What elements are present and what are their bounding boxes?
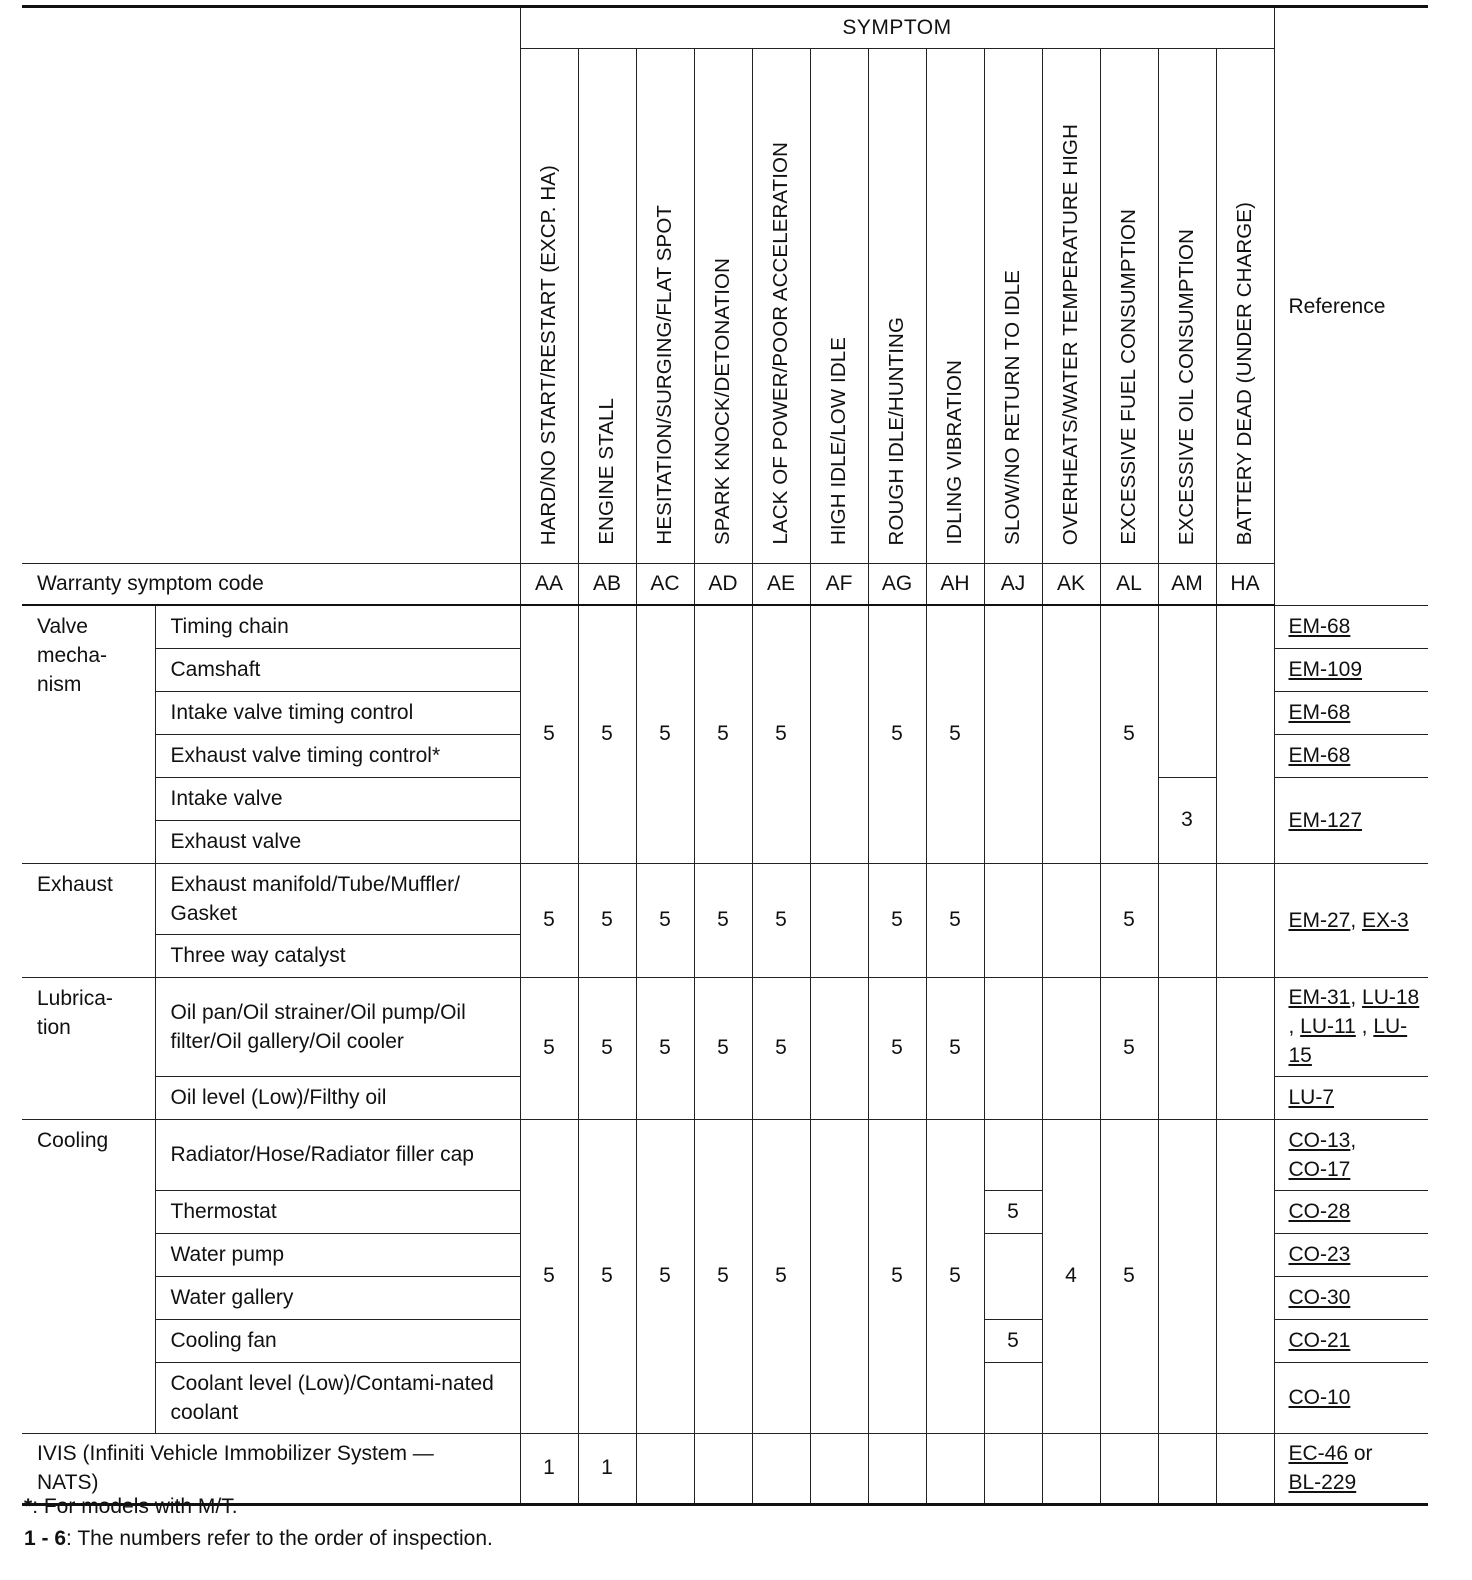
cell-value: 5 (984, 1190, 1042, 1233)
category-exhaust: Exhaust (22, 863, 155, 977)
cell-empty (1216, 1119, 1274, 1433)
ref-intake-vtc[interactable]: EM-68 (1274, 691, 1428, 734)
warranty-code: AC (636, 564, 694, 606)
cell-value: 5 (636, 605, 694, 863)
cell-empty (984, 977, 1042, 1119)
warranty-code: AH (926, 564, 984, 606)
cell-empty (810, 977, 868, 1119)
ref-radiator[interactable]: CO-13, CO-17 (1274, 1119, 1428, 1190)
cell-empty (984, 863, 1042, 977)
ref-oil-level[interactable]: LU-7 (1274, 1076, 1428, 1119)
item-cooling-fan: Cooling fan (155, 1319, 520, 1362)
ref-camshaft[interactable]: EM-109 (1274, 648, 1428, 691)
cell-empty (984, 1119, 1042, 1190)
cell-value: 5 (926, 1119, 984, 1433)
symptom-name: HIGH IDLE/LOW IDLE (810, 49, 868, 564)
cell-value: 5 (868, 1119, 926, 1433)
item-timing-chain: Timing chain (155, 605, 520, 648)
cell-value: 5 (694, 605, 752, 863)
warranty-code: AF (810, 564, 868, 606)
symptom-name: EXCESSIVE FUEL CONSUMPTION (1100, 49, 1158, 564)
cell-value: 5 (578, 605, 636, 863)
item-exhaust-valve-timing-control: Exhaust valve timing control* (155, 734, 520, 777)
warranty-code: AB (578, 564, 636, 606)
cell-empty (752, 1433, 810, 1504)
symptom-table (22, 5, 1428, 1506)
item-intake-valve: Intake valve (155, 777, 520, 820)
symptom-name: OVERHEATS/WATER TEMPERATURE HIGH (1042, 49, 1100, 564)
item-water-gallery: Water gallery (155, 1276, 520, 1319)
footnote-mt: *: For models with M/T. (24, 1495, 238, 1518)
cell-value: 5 (520, 977, 578, 1119)
cell-value: 5 (694, 863, 752, 977)
cell-value: 5 (868, 977, 926, 1119)
cell-empty (1042, 863, 1100, 977)
cell-empty (810, 863, 868, 977)
item-oil-pan: Oil pan/Oil strainer/Oil pump/Oil filter/Oil gallery/Oil cooler (155, 977, 520, 1076)
cell-empty (1042, 605, 1100, 863)
cell-value: 5 (1100, 977, 1158, 1119)
cell-empty (868, 1433, 926, 1504)
cell-value: 5 (636, 977, 694, 1119)
ref-water-pump[interactable]: CO-23 (1274, 1233, 1428, 1276)
ref-water-gallery[interactable]: CO-30 (1274, 1276, 1428, 1319)
symptom-name: IDLING VIBRATION (926, 49, 984, 564)
symptom-name: ROUGH IDLE/HUNTING (868, 49, 926, 564)
cell-value: 4 (1042, 1119, 1100, 1433)
symptom-name: HARD/NO START/RESTART (EXCP. HA) (520, 49, 578, 564)
reference-header: Reference (1274, 7, 1428, 606)
item-three-way-catalyst: Three way catalyst (155, 934, 520, 977)
warranty-code: AA (520, 564, 578, 606)
cell-empty (810, 605, 868, 863)
warranty-code: AE (752, 564, 810, 606)
item-exhaust-manifold: Exhaust manifold/Tube/Muffler/ Gasket (155, 863, 520, 934)
item-oil-level: Oil level (Low)/Filthy oil (155, 1076, 520, 1119)
cell-value: 5 (752, 1119, 810, 1433)
cell-value: 5 (578, 977, 636, 1119)
cell-value: 1 (578, 1433, 636, 1504)
cell-value: 5 (694, 977, 752, 1119)
ref-cooling-fan[interactable]: CO-21 (1274, 1319, 1428, 1362)
symptom-name: SPARK KNOCK/DETONATION (694, 49, 752, 564)
item-radiator: Radiator/Hose/Radiator filler cap (155, 1119, 520, 1190)
ref-oil-pan[interactable]: EM-31, LU-18 , LU-11 , LU-15 (1274, 977, 1428, 1076)
category-cooling: Cooling (22, 1119, 155, 1433)
cell-value: 5 (926, 605, 984, 863)
cell-value: 5 (868, 863, 926, 977)
cell-value: 5 (1100, 1119, 1158, 1433)
symptom-name: HESITATION/SURGING/FLAT SPOT (636, 49, 694, 564)
symptom-name: BATTERY DEAD (UNDER CHARGE) (1216, 49, 1274, 564)
cell-value: 5 (636, 863, 694, 977)
cell-value: 5 (984, 1319, 1042, 1362)
cell-empty (1216, 977, 1274, 1119)
symptom-header: SYMPTOM (520, 7, 1274, 49)
footnote-order: 1 - 6: The numbers refer to the order of inspection. (24, 1527, 493, 1550)
symptom-name: EXCESSIVE OIL CONSUMPTION (1158, 49, 1216, 564)
cell-value: 5 (926, 863, 984, 977)
cell-value: 5 (636, 1119, 694, 1433)
cell-value: 1 (520, 1433, 578, 1504)
cell-value: 5 (1100, 605, 1158, 863)
cell-empty (1042, 1433, 1100, 1504)
ref-timing-chain[interactable]: EM-68 (1274, 605, 1428, 648)
cell-empty (926, 1433, 984, 1504)
cell-empty (1216, 605, 1274, 863)
symptom-name: LACK OF POWER/POOR ACCELERATION (752, 49, 810, 564)
cell-value: 5 (520, 1119, 578, 1433)
item-coolant-level: Coolant level (Low)/Contami-nated coolant (155, 1362, 520, 1433)
cell-value: 5 (578, 863, 636, 977)
cell-value: 5 (752, 605, 810, 863)
cell-empty (1216, 1433, 1274, 1504)
cell-empty (810, 1433, 868, 1504)
cell-empty (810, 1119, 868, 1433)
cell-value: 5 (520, 605, 578, 863)
warranty-code: AL (1100, 564, 1158, 606)
cell-value: 5 (1100, 863, 1158, 977)
cell-empty (984, 605, 1042, 863)
ref-exhaust-vtc[interactable]: EM-68 (1274, 734, 1428, 777)
cell-empty (1100, 1433, 1158, 1504)
symptom-name: ENGINE STALL (578, 49, 636, 564)
item-ivis: IVIS (Infiniti Vehicle Immobilizer System — NATS) (22, 1433, 520, 1504)
cell-empty (984, 1233, 1042, 1319)
ref-coolant-level[interactable]: CO-10 (1274, 1362, 1428, 1433)
warranty-code-label: Warranty symptom code (22, 564, 520, 606)
warranty-code: AJ (984, 564, 1042, 606)
ref-exhaust[interactable]: EM-27, EX-3 (1274, 863, 1428, 977)
ref-thermostat[interactable]: CO-28 (1274, 1190, 1428, 1233)
category-lubrication: Lubrica-tion (22, 977, 155, 1119)
warranty-code: AG (868, 564, 926, 606)
symptom-name: SLOW/NO RETURN TO IDLE (984, 49, 1042, 564)
warranty-code: AD (694, 564, 752, 606)
cell-empty (636, 1433, 694, 1504)
item-exhaust-valve: Exhaust valve (155, 820, 520, 863)
item-camshaft: Camshaft (155, 648, 520, 691)
cell-empty (1158, 977, 1216, 1119)
cell-value: 5 (520, 863, 578, 977)
cell-empty (694, 1433, 752, 1504)
cell-value: 3 (1158, 777, 1216, 863)
cell-value: 5 (752, 977, 810, 1119)
cell-empty (1158, 1119, 1216, 1433)
cell-empty (1158, 1433, 1216, 1504)
item-thermostat: Thermostat (155, 1190, 520, 1233)
cell-value: 5 (868, 605, 926, 863)
cell-value: 5 (752, 863, 810, 977)
cell-empty (984, 1362, 1042, 1433)
warranty-code: AK (1042, 564, 1100, 606)
cell-empty (984, 1433, 1042, 1504)
category-valve-mechanism: Valve mecha-nism (22, 605, 155, 863)
warranty-code: HA (1216, 564, 1274, 606)
cell-value: 5 (926, 977, 984, 1119)
cell-empty (1216, 863, 1274, 977)
cell-empty (1158, 863, 1216, 977)
warranty-code: AM (1158, 564, 1216, 606)
cell-value: 5 (694, 1119, 752, 1433)
ref-valves[interactable]: EM-127 (1274, 777, 1428, 863)
cell-empty (1042, 977, 1100, 1119)
item-intake-valve-timing-control: Intake valve timing control (155, 691, 520, 734)
item-water-pump: Water pump (155, 1233, 520, 1276)
cell-empty (1158, 605, 1216, 777)
header-blank (22, 7, 520, 564)
cell-value: 5 (578, 1119, 636, 1433)
ref-ivis[interactable]: EC-46 or BL-229 (1274, 1433, 1428, 1504)
